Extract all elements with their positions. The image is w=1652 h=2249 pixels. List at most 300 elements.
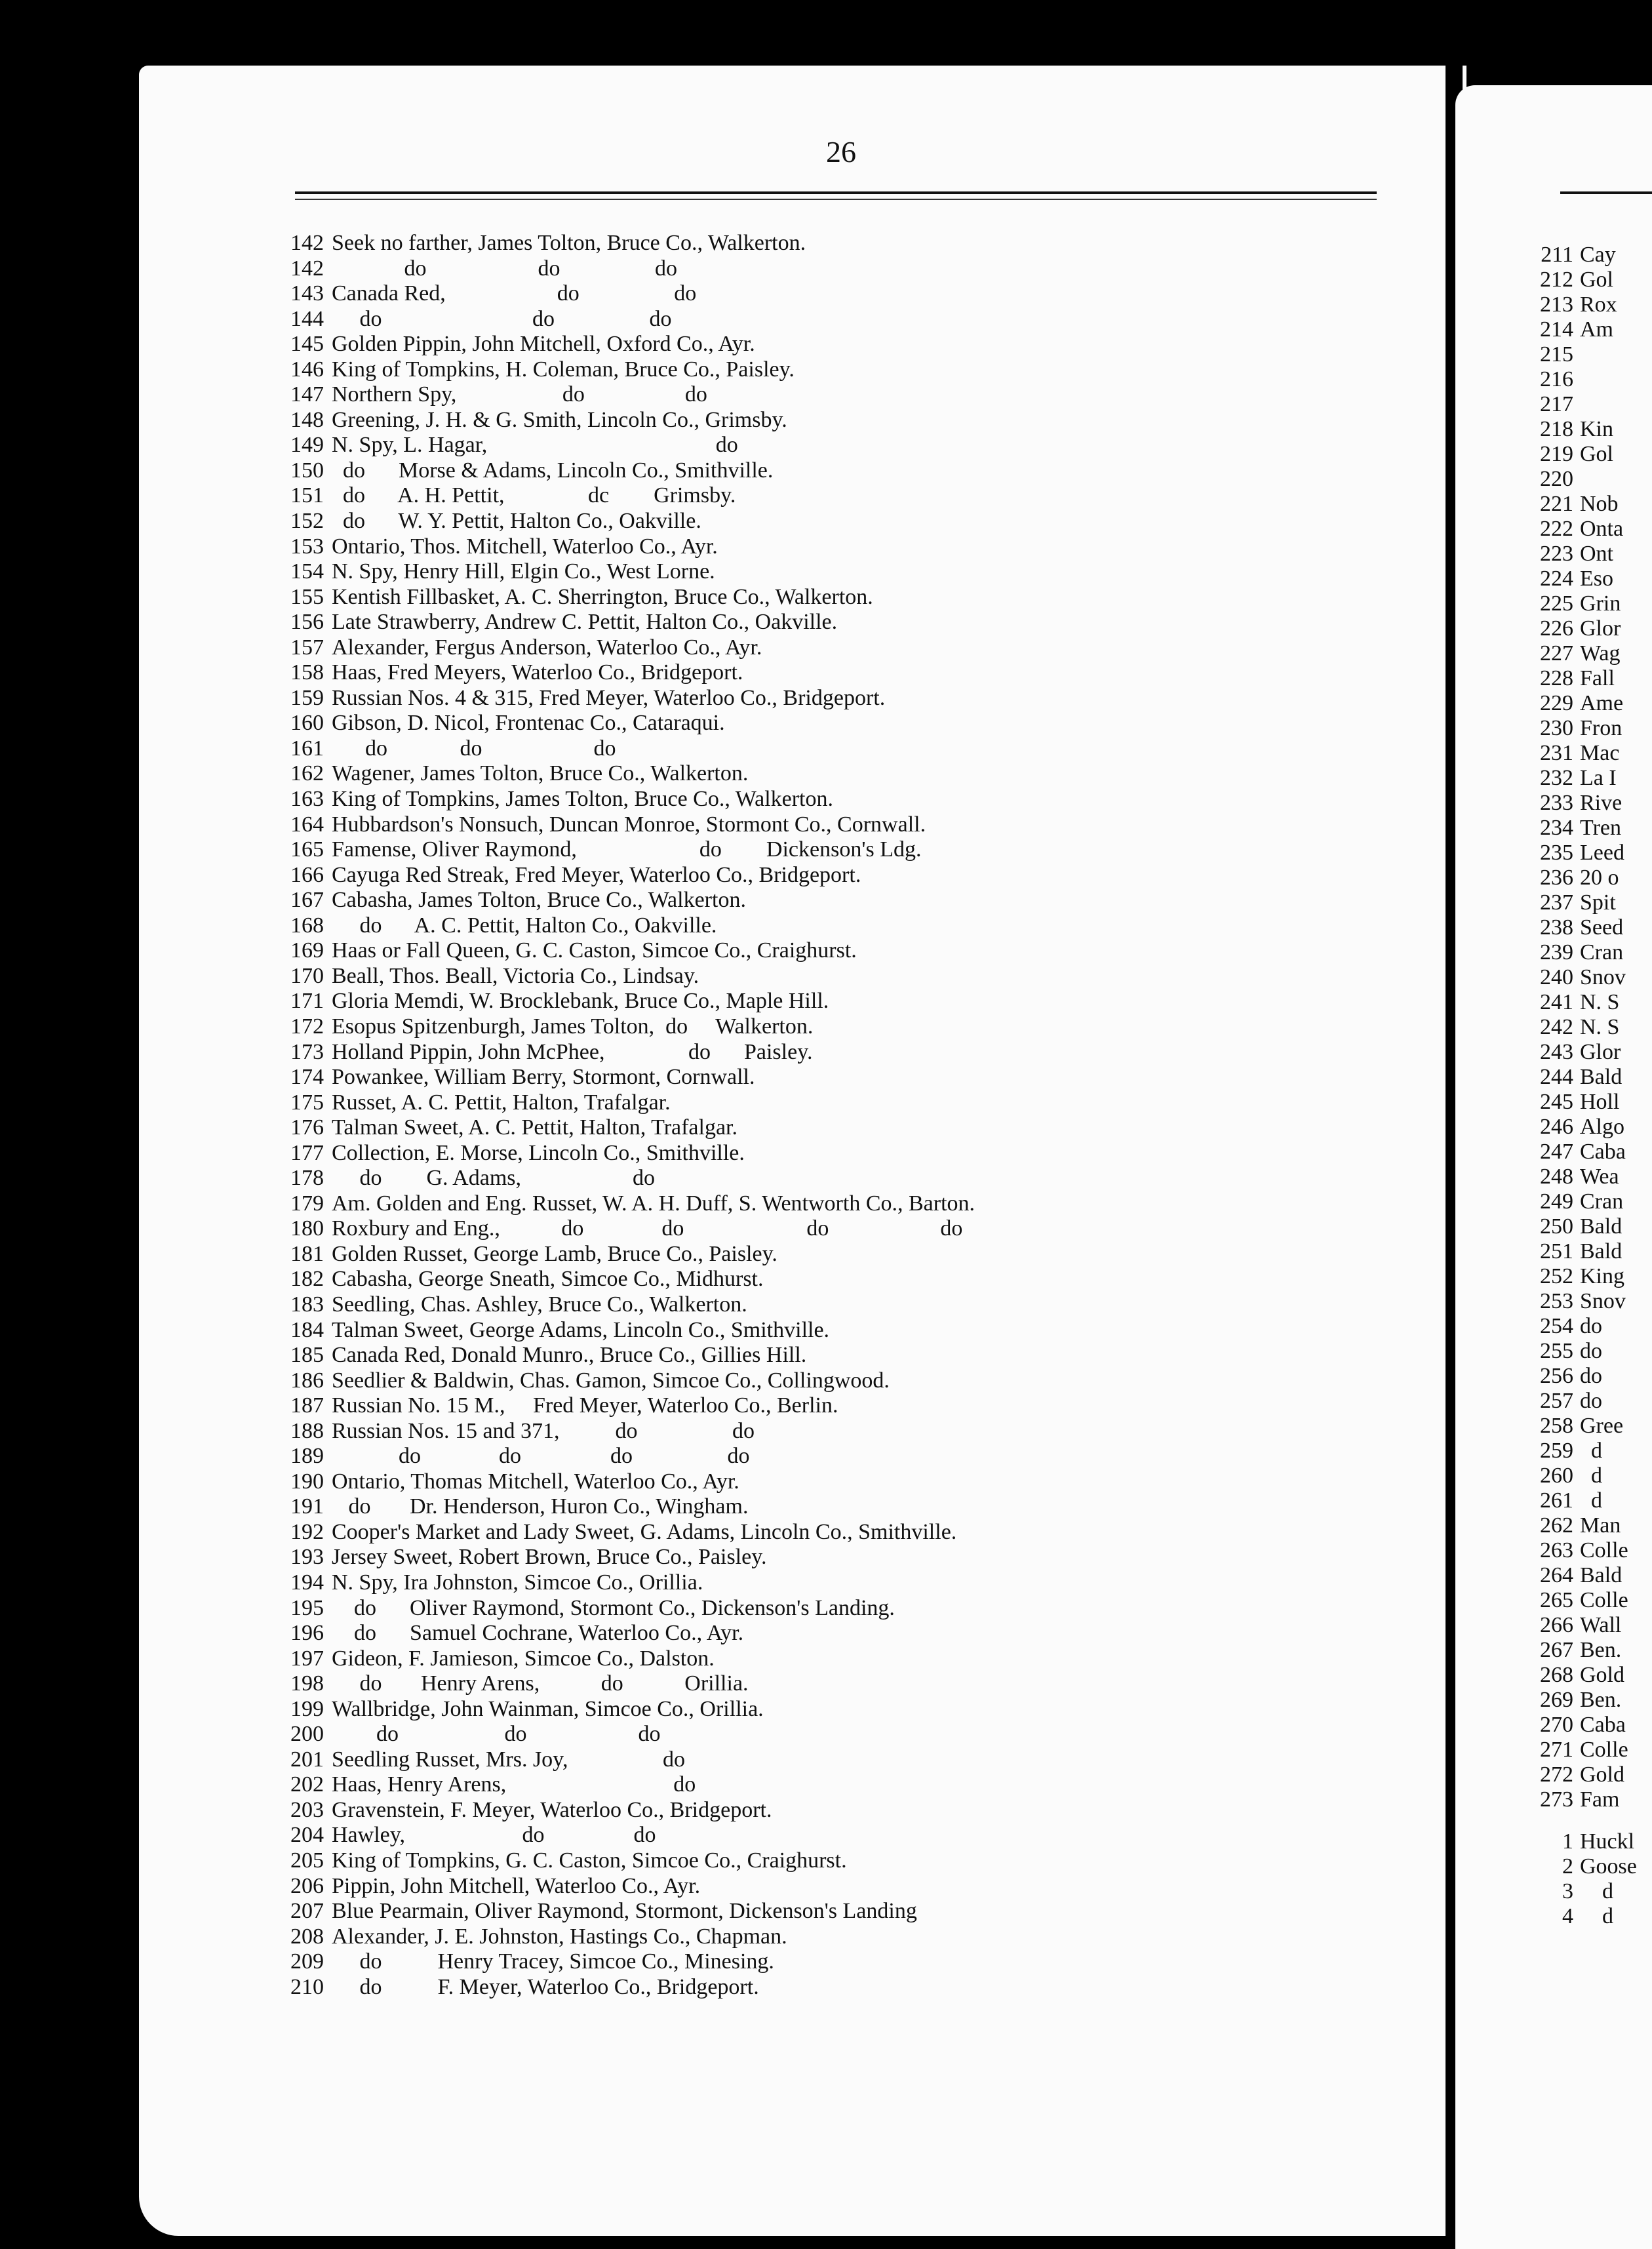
entry-number: 201 [290,1747,324,1772]
list-item [275,1949,1442,1975]
entry-number: 203 [290,1797,324,1822]
entry-number: 257 [1540,1389,1573,1413]
entry-number: 152 [290,509,324,534]
entry-number: 145 [290,332,324,357]
list-item [275,307,1442,332]
entry-number: 260 [1540,1463,1573,1488]
list-item [275,1267,1442,1292]
entry-number: 154 [290,559,324,584]
entry-number: 223 [1540,542,1573,566]
entry-text: Seedling, Chas. Ashley, Bruce Co., Walkerton. [332,1292,747,1317]
right-page-header-rule [1560,191,1652,194]
entry-text: King of Tompkins, G. C. Caston, Simcoe Co., Craighurst. [332,1848,847,1873]
entry-number: 161 [290,736,324,761]
list-item [1534,1854,1637,1879]
list-item [275,1646,1442,1672]
entry-text: Mac [1580,741,1620,765]
entry-number: 177 [290,1140,324,1165]
entry-number: 174 [290,1065,324,1090]
entry-text: Wagener, James Tolton, Bruce Co., Walkerton. [332,761,749,786]
list-item [1534,716,1628,741]
list-item [275,1216,1442,1242]
entry-text: Roxbury and Eng., do do do do [332,1216,963,1241]
entry-number: 157 [290,635,324,660]
list-item [275,1141,1442,1166]
entry-number: 214 [1540,317,1573,342]
entry-text: do [1580,1339,1602,1363]
entry-text: Nob [1580,492,1619,516]
entry-number: 160 [290,711,324,736]
entry-number: 210 [290,1974,324,1999]
entry-number: 266 [1540,1613,1573,1637]
entry-number: 190 [290,1469,324,1494]
list-item [275,761,1442,787]
list-item [1534,915,1628,940]
entry-number: 194 [290,1570,324,1595]
list-item [1534,641,1628,666]
entry-number: 226 [1540,616,1573,641]
entry-number: 183 [290,1292,324,1317]
entry-number: 220 [1540,467,1573,491]
list-item [275,1318,1442,1343]
list-item [1534,317,1628,342]
entry-number: 198 [290,1671,324,1696]
entry-number: 156 [290,610,324,635]
list-item [1534,1488,1628,1513]
list-item [1534,990,1628,1015]
entry-text: Jersey Sweet, Robert Brown, Bruce Co., Paisley. [332,1545,767,1570]
entry-text: Golden Pippin, John Mitchell, Oxford Co., Ayr. [332,332,755,357]
entry-text: Colle [1580,1738,1628,1762]
entry-number: 248 [1540,1164,1573,1189]
list-item [1534,1214,1628,1239]
entry-number: 241 [1540,990,1573,1014]
entry-text: Golden Russet, George Lamb, Bruce Co., Paisley. [332,1241,777,1266]
list-item [275,1419,1442,1444]
entry-number: 186 [290,1368,324,1393]
entry-text: Esopus Spitzenburgh, James Tolton, do Walkerton. [332,1014,814,1039]
list-item [1534,1065,1628,1090]
list-item [275,1975,1442,2000]
entry-number: 153 [290,534,324,559]
entry-text: do do do [332,256,677,281]
entry-text: N. Spy, Henry Hill, Elgin Co., West Lorne. [332,559,715,584]
entry-text: Gold [1580,1762,1624,1787]
list-item [1534,616,1628,641]
entry-number: 221 [1540,492,1573,516]
entry-number: 182 [290,1267,324,1292]
entry-number: 216 [1540,367,1573,391]
list-item [275,837,1442,863]
entry-number: 240 [1540,965,1573,989]
list-item [275,382,1442,408]
list-item [275,1596,1442,1622]
entry-text: do [1580,1314,1602,1338]
entry-text: La I [1580,766,1617,790]
list-item [1534,1613,1628,1638]
entry-text: Alexander, J. E. Johnston, Hastings Co., Chapman. [332,1924,787,1949]
entry-number: 3 [1562,1879,1573,1903]
list-item [275,1798,1442,1823]
entry-text: King of Tompkins, James Tolton, Bruce Co., Walkerton. [332,787,833,812]
list-item [1534,1538,1628,1563]
entry-text: Wag [1580,641,1621,666]
entry-text: Greening, J. H. & G. Smith, Lincoln Co., Grimsby. [332,407,787,432]
entry-number: 146 [290,357,324,382]
list-item [275,332,1442,357]
entry-number: 169 [290,938,324,963]
list-item [1534,1239,1628,1264]
entry-number: 267 [1540,1638,1573,1662]
list-item [1534,1563,1628,1588]
entry-text: Caba [1580,1713,1626,1737]
entry-number: 192 [290,1519,324,1544]
entry-number: 206 [290,1873,324,1898]
entry-text: N. Spy, L. Hagar, do [332,433,738,458]
list-item [275,1772,1442,1798]
entry-text: Haas, Henry Arens, do [332,1772,696,1797]
entry-text: Holl [1580,1090,1620,1114]
list-item [1534,791,1628,816]
entry-text: Russian Nos. 15 and 371, do do [332,1418,755,1443]
list-item [1534,342,1628,367]
right-bottom-entry-list [1534,1829,1637,1929]
entry-number: 242 [1540,1015,1573,1039]
entry-text: Blue Pearmain, Oliver Raymond, Stormont, Dickenson's Landing [332,1899,917,1924]
entry-text: do Henry Arens, do Orillia. [332,1671,749,1696]
list-item [275,1697,1442,1722]
list-item [275,1115,1442,1141]
entry-number: 151 [290,483,324,508]
list-item [1534,940,1628,965]
entry-number: 2 [1562,1854,1573,1879]
list-item [1534,1314,1628,1339]
entry-text: Bald [1580,1214,1622,1239]
list-item [275,913,1442,939]
entry-number: 268 [1540,1663,1573,1687]
entry-number: 245 [1540,1090,1573,1114]
entry-text: Cooper's Market and Lady Sweet, G. Adams, Lincoln Co., Smithville. [332,1519,957,1544]
list-item [1534,1879,1637,1904]
entry-text: do do do do [332,1444,750,1469]
list-item [1534,1663,1628,1688]
list-item [1534,542,1628,567]
entry-text: Gravenstein, F. Meyer, Waterloo Co., Bridgeport. [332,1797,772,1822]
list-item [1534,1414,1628,1439]
list-item [275,1065,1442,1090]
entry-number: 158 [290,660,324,685]
entry-number: 228 [1540,666,1573,690]
entry-text: Ben. [1580,1638,1622,1662]
list-item [275,1874,1442,1900]
entry-number: 166 [290,862,324,887]
entry-text: do F. Meyer, Waterloo Co., Bridgeport. [332,1974,759,1999]
entry-text: N. Spy, Ira Johnston, Simcoe Co., Orillia. [332,1570,703,1595]
entry-text: Seek no farther, James Tolton, Bruce Co., Walkerton. [332,231,806,255]
entry-number: 213 [1540,292,1573,317]
entry-number: 205 [290,1848,324,1873]
list-item [1534,1829,1637,1854]
list-item [1534,591,1628,616]
entry-text: N. S [1580,990,1620,1014]
entry-number: 229 [1540,691,1573,715]
entry-text: Russet, A. C. Pettit, Halton, Trafalgar. [332,1090,671,1115]
entry-text: do W. Y. Pettit, Halton Co., Oakville. [332,509,701,534]
entry-number: 246 [1540,1115,1573,1139]
list-item [275,1090,1442,1116]
entry-text: Am [1580,317,1613,342]
entry-number: 150 [290,458,324,483]
entry-number: 159 [290,685,324,710]
list-item [1534,1762,1628,1787]
entry-text: Powankee, William Berry, Stormont, Cornwall. [332,1065,755,1090]
entry-number: 196 [290,1621,324,1646]
header-rule-thin [295,199,1377,200]
entry-text: Russian Nos. 4 & 315, Fred Meyer, Waterloo Co., Bridgeport. [332,685,886,710]
entry-text: Man [1580,1513,1621,1538]
entry-text: do do do [332,736,616,761]
entry-number: 165 [290,837,324,862]
entry-number: 204 [290,1823,324,1848]
entry-text: Ben. [1580,1688,1622,1712]
entry-text: Am. Golden and Eng. Russet, W. A. H. Duff, S. Wentworth Co., Barton. [332,1191,975,1216]
entry-text: Seedlier & Baldwin, Chas. Gamon, Simcoe Co., Collingwood. [332,1368,890,1393]
entry-text: Northern Spy, do do [332,382,707,407]
entry-number: 265 [1540,1588,1573,1612]
entry-text: d [1580,1463,1602,1488]
entry-number: 218 [1540,417,1573,441]
entry-text: King of Tompkins, H. Coleman, Bruce Co., Paisley. [332,357,795,382]
list-item [275,1292,1442,1318]
list-item [275,888,1442,913]
entry-text: do [1580,1364,1602,1388]
list-item [1534,1688,1628,1713]
entry-text: Fam [1580,1787,1620,1812]
entry-number: 168 [290,913,324,938]
entry-text: Late Strawberry, Andrew C. Pettit, Halton Co., Oakville. [332,610,838,635]
entry-text: Gol [1580,442,1613,466]
entry-text: Haas, Fred Meyers, Waterloo Co., Bridgeport. [332,660,743,685]
entry-number: 176 [290,1115,324,1140]
entry-text: do A. H. Pettit, dc Grimsby. [332,483,736,508]
list-item [1534,1339,1628,1364]
entry-text: Glor [1580,616,1621,641]
entry-number: 270 [1540,1713,1573,1737]
list-item [1534,268,1628,292]
entry-number: 237 [1540,890,1573,915]
entry-number: 252 [1540,1264,1573,1288]
list-item [275,534,1442,560]
list-item [1534,1713,1628,1738]
list-item [275,1848,1442,1874]
entry-number: 215 [1540,342,1573,367]
list-item [1534,741,1628,766]
list-item [1534,666,1628,691]
list-item [1534,1738,1628,1762]
entry-text: Gree [1580,1414,1624,1438]
entry-text: Colle [1580,1538,1628,1562]
list-item [275,1040,1442,1065]
entry-text: Gold [1580,1663,1624,1687]
entry-text: 20 o [1580,866,1619,890]
entry-text: Canada Red, Donald Munro., Bruce Co., Gillies Hill. [332,1343,807,1368]
list-item [1534,492,1628,517]
list-item [1534,1513,1628,1538]
list-item [1534,866,1628,890]
entry-text: Caba [1580,1140,1626,1164]
entry-text: do do do [332,306,672,331]
list-item [275,1545,1442,1570]
entry-text: Rox [1580,292,1617,317]
list-item [275,408,1442,433]
entry-number: 222 [1540,517,1573,541]
entry-text: Algo [1580,1115,1624,1139]
entry-number: 249 [1540,1189,1573,1214]
entry-text: Seed [1580,915,1624,940]
list-item [275,964,1442,989]
entry-text: Tren [1580,816,1621,840]
list-item [1534,367,1628,392]
list-item [275,711,1442,736]
list-item [275,1671,1442,1697]
entry-number: 142 [290,231,324,255]
list-item [1534,243,1628,268]
entry-text: do do do [332,1722,661,1747]
list-item [275,1014,1442,1040]
entry-text: Holland Pippin, John McPhee, do Paisley. [332,1039,813,1064]
entry-number: 144 [290,306,324,331]
entry-number: 207 [290,1899,324,1924]
list-item [275,1520,1442,1545]
list-item [275,231,1442,256]
list-item [275,1343,1442,1368]
entry-number: 236 [1540,866,1573,890]
entry-number: 225 [1540,591,1573,616]
entry-number: 211 [1541,243,1573,267]
list-item [275,1494,1442,1520]
list-item [275,686,1442,711]
list-item [1534,1439,1628,1463]
list-item [1534,1164,1628,1189]
entry-text: Cay [1580,243,1616,267]
entry-text: Ontario, Thomas Mitchell, Waterloo Co., Ayr. [332,1469,739,1494]
list-item [1534,442,1628,467]
entry-number: 155 [290,584,324,609]
entry-text: Leed [1580,841,1624,865]
entry-text: Hawley, do do [332,1823,656,1848]
entry-number: 219 [1540,442,1573,466]
entry-text: do [1580,1389,1602,1413]
entry-number: 191 [290,1494,324,1519]
list-item [275,433,1442,458]
entry-number: 164 [290,812,324,837]
entry-text: do A. C. Pettit, Halton Co., Oakville. [332,913,717,938]
entry-text: Talman Sweet, George Adams, Lincoln Co., Smithville. [332,1317,830,1342]
list-item [275,736,1442,762]
entry-text: Fron [1580,716,1622,740]
entry-text: Ame [1580,691,1624,715]
entry-number: 271 [1540,1738,1573,1762]
entry-text: N. S [1580,1015,1620,1039]
entry-text: d [1580,1439,1602,1463]
entry-number: 247 [1540,1140,1573,1164]
list-item [275,635,1442,661]
entry-number: 261 [1540,1488,1573,1513]
left-entry-list [275,231,1442,2000]
list-item [275,559,1442,585]
entry-number: 179 [290,1191,324,1216]
entry-number: 263 [1540,1538,1573,1562]
entry-number: 178 [290,1166,324,1191]
list-item [275,1191,1442,1217]
entry-number: 233 [1540,791,1573,815]
list-item [1534,567,1628,591]
list-item [275,585,1442,610]
entry-number: 189 [290,1444,324,1469]
list-item [275,256,1442,282]
list-item [1534,517,1628,542]
entry-number: 264 [1540,1563,1573,1587]
list-item [275,1570,1442,1596]
list-item [1534,766,1628,791]
entry-number: 212 [1540,268,1573,292]
list-item [1534,1787,1628,1812]
entry-number: 232 [1540,766,1573,790]
entry-text: Glor [1580,1040,1621,1064]
entry-number: 149 [290,433,324,458]
list-item [1534,1090,1628,1115]
entry-number: 142 [290,256,324,281]
entry-number: 180 [290,1216,324,1241]
list-item [275,1621,1442,1646]
list-item [275,863,1442,888]
list-item [1534,1364,1628,1389]
list-item [275,1924,1442,1950]
list-item [275,458,1442,484]
entry-number: 175 [290,1090,324,1115]
entry-number: 262 [1540,1513,1573,1538]
list-item [275,1242,1442,1267]
list-item [275,1469,1442,1495]
entry-number: 250 [1540,1214,1573,1239]
entry-text: Pippin, John Mitchell, Waterloo Co., Ayr. [332,1873,701,1898]
entry-number: 187 [290,1393,324,1418]
entry-number: 273 [1540,1787,1573,1812]
entry-text: do Oliver Raymond, Stormont Co., Dickenson's Landing. [332,1595,895,1620]
list-item [1534,1389,1628,1414]
entry-number: 167 [290,888,324,913]
entry-number: 258 [1540,1414,1573,1438]
entry-text: Wall [1580,1613,1622,1637]
list-item [275,1747,1442,1773]
list-item [275,483,1442,509]
entry-number: 269 [1540,1688,1573,1712]
entry-text: do Samuel Cochrane, Waterloo Co., Ayr. [332,1621,744,1646]
entry-text: Hubbardson's Nonsuch, Duncan Monroe, Stormont Co., Cornwall. [332,812,926,837]
list-item [1534,1140,1628,1164]
entry-text: Fall [1580,666,1615,690]
entry-text: Gloria Memdi, W. Brocklebank, Bruce Co., Maple Hill. [332,989,829,1014]
entry-text: do Henry Tracey, Simcoe Co., Minesing. [332,1949,774,1974]
right-entry-list [1534,243,1628,1812]
list-item [1534,841,1628,866]
list-item [275,357,1442,383]
entry-text: Alexander, Fergus Anderson, Waterloo Co., Ayr. [332,635,762,660]
entry-number: 244 [1540,1065,1573,1089]
entry-number: 163 [290,787,324,812]
entry-number: 181 [290,1241,324,1266]
entry-number: 251 [1540,1239,1573,1264]
